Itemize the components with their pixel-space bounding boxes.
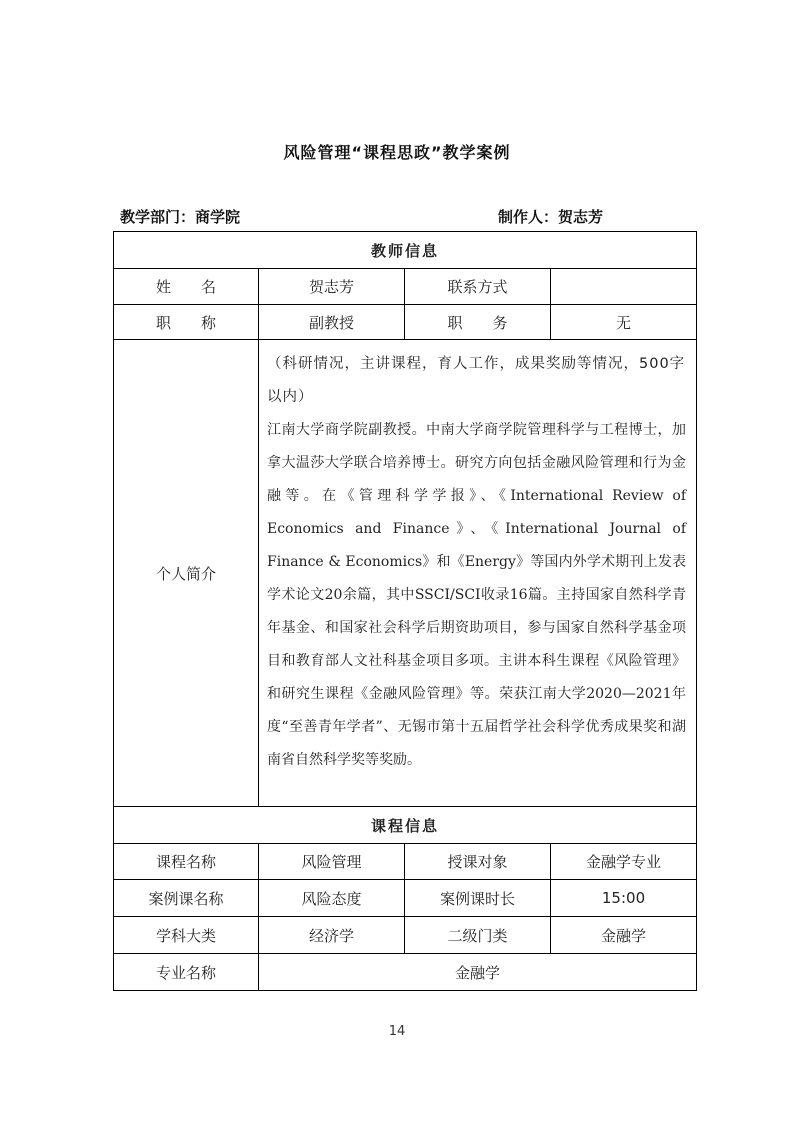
table-row xyxy=(114,880,697,917)
case-name-value: 风险态度 xyxy=(259,880,405,917)
table-row xyxy=(114,917,697,954)
contact-value xyxy=(551,269,697,305)
name-label: 姓 名 xyxy=(114,269,259,305)
intro-hint: （科研情况，主讲课程，育人工作，成果奖励等情况，500字以内） xyxy=(267,356,686,405)
contact-label: 联系方式 xyxy=(405,269,551,305)
course-name-value: 风险管理 xyxy=(259,844,405,880)
audience-value: 金融学专业 xyxy=(551,844,697,880)
major-label: 专业名称 xyxy=(114,954,259,991)
table-row xyxy=(114,844,697,880)
intro-cell xyxy=(259,340,697,807)
subcategory-label: 二级门类 xyxy=(405,917,551,954)
case-name-label: 案例课名称 xyxy=(114,880,259,917)
intro-row xyxy=(114,340,697,807)
course-section-title: 课程信息 xyxy=(114,807,697,844)
case-duration-value: 15:00 xyxy=(551,880,697,917)
discipline-label: 学科大类 xyxy=(114,917,259,954)
page-title: 风险管理“课程思政”教学案例 xyxy=(283,143,511,162)
major-value: 金融学 xyxy=(259,954,697,991)
title-value: 副教授 xyxy=(259,305,405,340)
intro-label: 个人简介 xyxy=(114,340,259,807)
table-row xyxy=(114,305,697,340)
name-value: 贺志芳 xyxy=(259,269,405,305)
position-value: 无 xyxy=(551,305,697,340)
department-label: 教学部门：商学院 xyxy=(120,208,241,226)
teacher-section-title: 教师信息 xyxy=(114,232,697,269)
page-number: 14 xyxy=(388,1024,406,1039)
case-duration-label: 案例课时长 xyxy=(405,880,551,917)
course-name-label: 课程名称 xyxy=(114,844,259,880)
table-row xyxy=(114,269,697,305)
case-table xyxy=(113,231,697,991)
author-label: 制作人：贺志芳 xyxy=(498,208,604,226)
subcategory-value: 金融学 xyxy=(551,917,697,954)
intro-text: 江南大学商学院副教授。中南大学商学院管理科学与工程博士，加拿大温莎大学联合培养博士。研究方向包括金融风险管理和行为金融等。在《管理科学学报》、《International Review of Economics and Finance》、《International Journal of Finance & Economics》和《Energy》等国内外学术期刊上发表学术论文20余篇，其中SSCI/SCI收录16篇。主持国家自然科学青年基金、和国家社会科学后期资助项目，参与国家自然科学基金项目和教育部人文社科基金项目多项。主讲本科生课程《风险管理》和研究生课程《金融风险管理》等。荣获江南大学2020—2021年度“至善青年学者”、无锡市第十五届哲学社会科学优秀成果奖和湖南省自然科学奖等奖励。 xyxy=(267,422,687,768)
title-label: 职 称 xyxy=(114,305,259,340)
table-row xyxy=(114,954,697,991)
course-section-row xyxy=(114,807,697,844)
position-label: 职 务 xyxy=(405,305,551,340)
audience-label: 授课对象 xyxy=(405,844,551,880)
discipline-value: 经济学 xyxy=(259,917,405,954)
teacher-section-row xyxy=(114,232,697,269)
